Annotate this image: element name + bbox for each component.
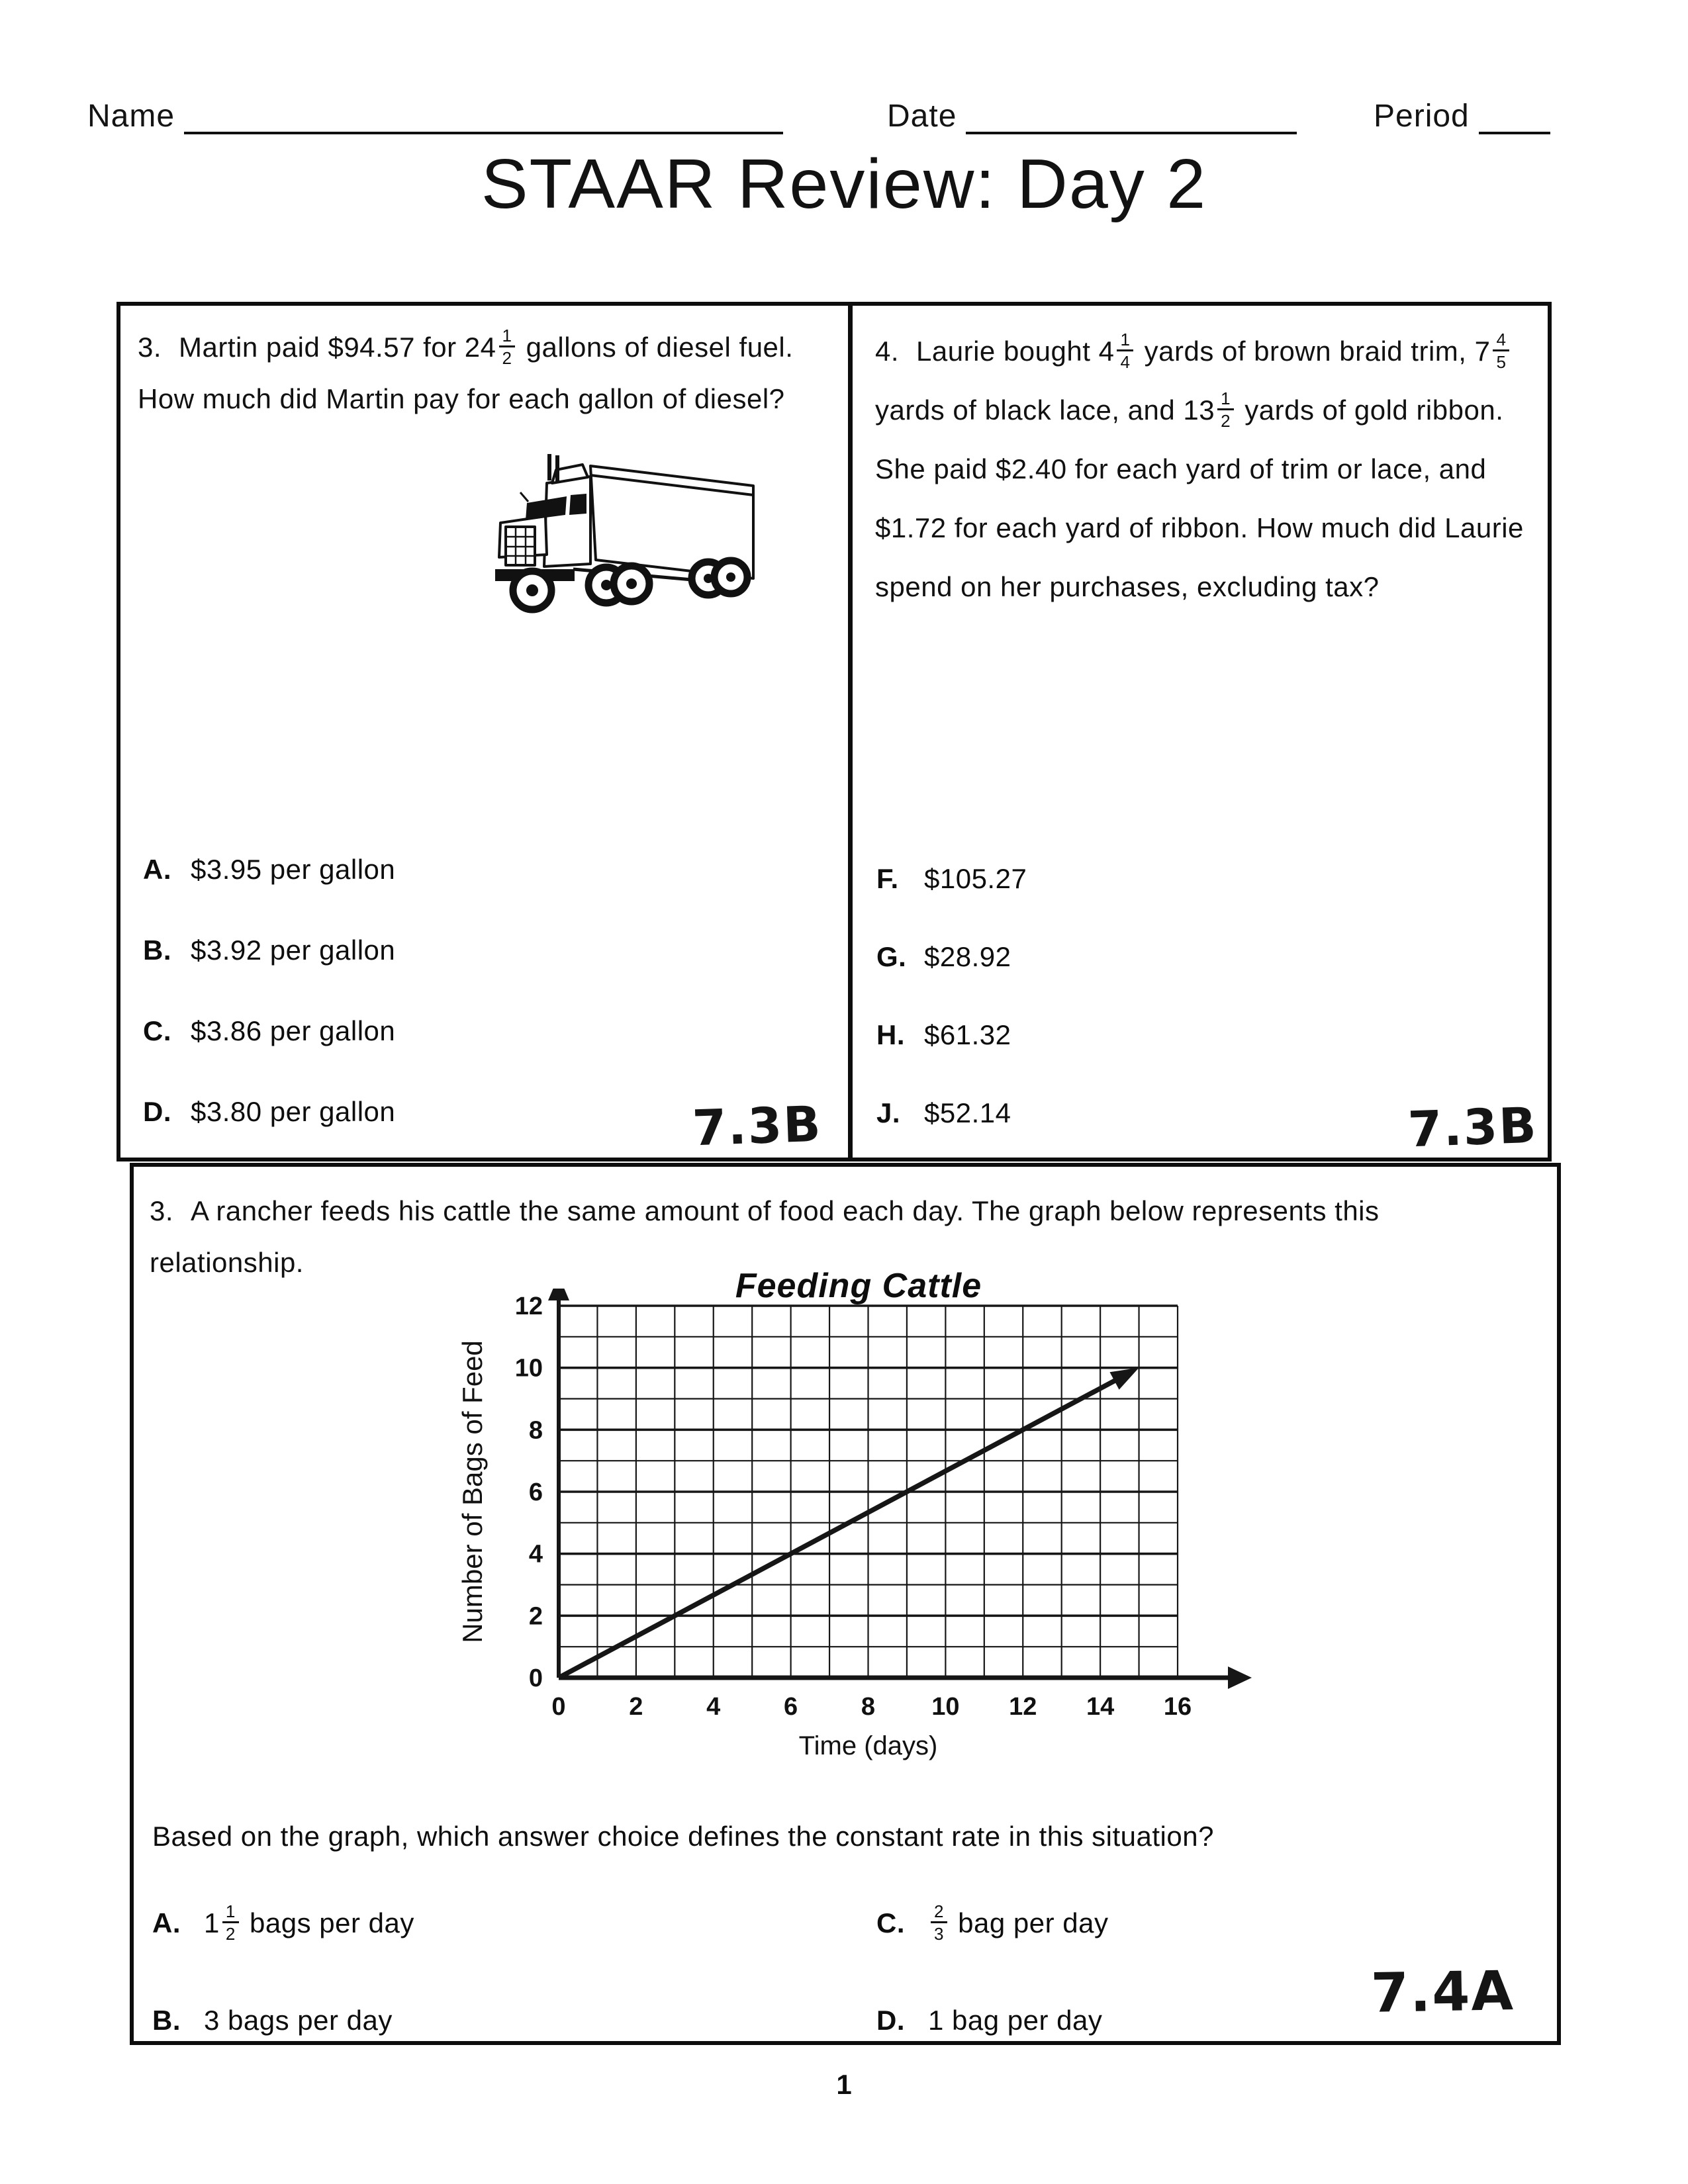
choice-letter: B.: [143, 934, 171, 966]
question-text-segment: yards of black lace, and: [875, 394, 1176, 426]
choice-letter: H.: [876, 1019, 905, 1050]
choice-letter: F.: [876, 863, 899, 894]
choice-letter: C.: [876, 1907, 905, 1939]
mixed-number: [1474, 329, 1513, 372]
question-text-segment: yards of brown braid trim,: [1144, 336, 1467, 367]
fraction-whole: 7: [1474, 336, 1491, 367]
svg-text:16: 16: [1163, 1693, 1192, 1721]
mixed-number: [1098, 329, 1137, 372]
mixed-number: [1183, 388, 1237, 431]
choice-item: [152, 1903, 414, 1942]
fraction: [1217, 390, 1234, 430]
svg-text:Number of Bags of Feed: Number of Bags of Feed: [457, 1340, 488, 1643]
svg-text:12: 12: [1009, 1693, 1037, 1721]
choice-text: $3.86 per gallon: [191, 1015, 396, 1046]
fraction-numerator: 1: [222, 1903, 239, 1923]
choice-letter: A.: [152, 1907, 181, 1939]
constant-rate-question: Based on the graph, which answer choice defines the constant rate in this situation?: [152, 1821, 1214, 1852]
fraction: [1117, 331, 1133, 371]
name-blank-line: [184, 103, 783, 134]
choice-letter: C.: [143, 1015, 171, 1046]
choice-item: [143, 1015, 395, 1047]
choice-item: [876, 1903, 1109, 1942]
mixed-number: [204, 1901, 242, 1944]
svg-text:Time (days): Time (days): [798, 1731, 938, 1760]
svg-text:8: 8: [528, 1416, 543, 1445]
graph-question-box: [130, 1163, 1561, 2045]
svg-text:0: 0: [528, 1664, 543, 1692]
svg-text:6: 6: [528, 1479, 543, 1506]
svg-text:2: 2: [629, 1693, 643, 1721]
fraction-whole: 4: [1098, 336, 1115, 367]
question-4-choices: [876, 863, 1027, 1175]
choice-letter: D.: [876, 2005, 905, 2036]
fraction: [499, 327, 516, 367]
question-text-segment: yards of gold ribbon. She paid $2.40 for each yard of trim or lace, and $1.72 for each yard of ribbon. How much did Laurie spend on her purchases, excluding tax?: [875, 394, 1524, 603]
fraction-whole: 1: [204, 1907, 220, 1939]
page-title: STAAR Review: Day 2: [481, 145, 1207, 223]
period-blank-line: [1479, 103, 1550, 134]
choice-item: [152, 2005, 393, 2036]
svg-text:4: 4: [528, 1540, 543, 1569]
question-4-cell: [853, 306, 1548, 1158]
question-number: 3.: [138, 332, 162, 363]
svg-text:2: 2: [528, 1602, 543, 1631]
choice-text: $105.27: [924, 863, 1027, 894]
fraction-denominator: 2: [502, 347, 512, 368]
choice-item: [876, 941, 1027, 973]
choice-text: $3.92 per gallon: [191, 934, 396, 966]
fraction: [222, 1903, 239, 1942]
choice-item: [876, 2005, 1102, 2036]
choice-item: [143, 934, 395, 966]
fraction-denominator: 5: [1496, 351, 1507, 372]
handwritten-teks-code: 7.4A: [1370, 1960, 1515, 2025]
chart-title: Feeding Cattle: [735, 1267, 982, 1305]
svg-text:12: 12: [514, 1293, 543, 1320]
name-label: Name: [87, 99, 175, 134]
question-text-segment: Martin paid $94.57 for: [179, 332, 457, 363]
choice-text: bag per day: [958, 1907, 1109, 1939]
svg-text:10: 10: [931, 1693, 960, 1721]
date-field: [887, 98, 1297, 134]
period-field: [1374, 98, 1550, 134]
fraction-numerator: 1: [1117, 331, 1133, 351]
fraction-denominator: 2: [225, 1924, 236, 1944]
choice-text: bags per day: [250, 1907, 414, 1939]
svg-text:0: 0: [551, 1693, 566, 1721]
choice-text: $28.92: [924, 941, 1011, 972]
choice-letter: D.: [143, 1096, 171, 1127]
fraction-denominator: 4: [1120, 351, 1131, 372]
choice-text: $3.80 per gallon: [191, 1096, 396, 1127]
fraction-numerator: 4: [1493, 331, 1509, 351]
fraction-denominator: 2: [1221, 410, 1231, 431]
fraction-numerator: 1: [499, 327, 516, 347]
choice-text: 1 bag per day: [928, 2005, 1103, 2036]
svg-text:8: 8: [861, 1693, 876, 1721]
choice-letter: B.: [152, 2005, 181, 2036]
choice-item: [876, 1097, 1027, 1129]
question-number: 3.: [150, 1195, 174, 1226]
choice-text: $61.32: [924, 1019, 1011, 1050]
svg-text:14: 14: [1086, 1693, 1115, 1721]
handwritten-teks-code: 7.3B: [691, 1095, 823, 1158]
question-3-choices: [143, 854, 395, 1177]
fraction-whole: 13: [1183, 394, 1215, 426]
choice-text: $52.14: [924, 1097, 1011, 1128]
question-3-cell: [120, 306, 853, 1158]
choice-text: $3.95 per gallon: [191, 854, 396, 885]
fraction-numerator: 2: [931, 1903, 947, 1923]
date-label: Date: [887, 99, 957, 134]
feeding-cattle-line-chart: [445, 1289, 1272, 1782]
question-text-segment: Laurie bought: [916, 336, 1091, 367]
question-3-text: [138, 322, 831, 424]
page-number: 1: [836, 2069, 852, 2100]
choice-item: [143, 854, 395, 886]
fraction-numerator: 1: [1217, 390, 1234, 410]
fraction-whole: 24: [464, 332, 496, 363]
fraction-denominator: 3: [934, 1924, 944, 1944]
top-question-box: [117, 302, 1552, 1161]
choice-item: [143, 1096, 395, 1128]
choice-item: [876, 863, 1027, 895]
question-4-text: [875, 322, 1525, 616]
fraction: [1493, 331, 1509, 371]
fraction: [931, 1903, 947, 1942]
period-label: Period: [1374, 99, 1470, 134]
name-field: [87, 98, 783, 134]
mixed-number: [464, 325, 518, 368]
choice-letter: G.: [876, 941, 907, 972]
date-blank-line: [966, 103, 1297, 134]
choice-letter: J.: [876, 1097, 901, 1128]
semi-truck-illustration: [489, 446, 777, 623]
svg-text:10: 10: [514, 1354, 543, 1383]
choice-item: [876, 1019, 1027, 1051]
svg-text:6: 6: [784, 1693, 798, 1721]
handwritten-teks-code: 7.3B: [1407, 1097, 1538, 1159]
question-text-segment: gallons of diesel fuel. How much did Martin pay for each gallon of diesel?: [138, 332, 794, 414]
question-number: 4.: [875, 336, 900, 367]
svg-text:4: 4: [706, 1693, 721, 1721]
choice-letter: A.: [143, 854, 171, 885]
question-text-segment: A rancher feeds his cattle the same amount of food each day. The graph below represents this relationship.: [150, 1195, 1380, 1278]
choice-text: 3 bags per day: [204, 2005, 393, 2036]
